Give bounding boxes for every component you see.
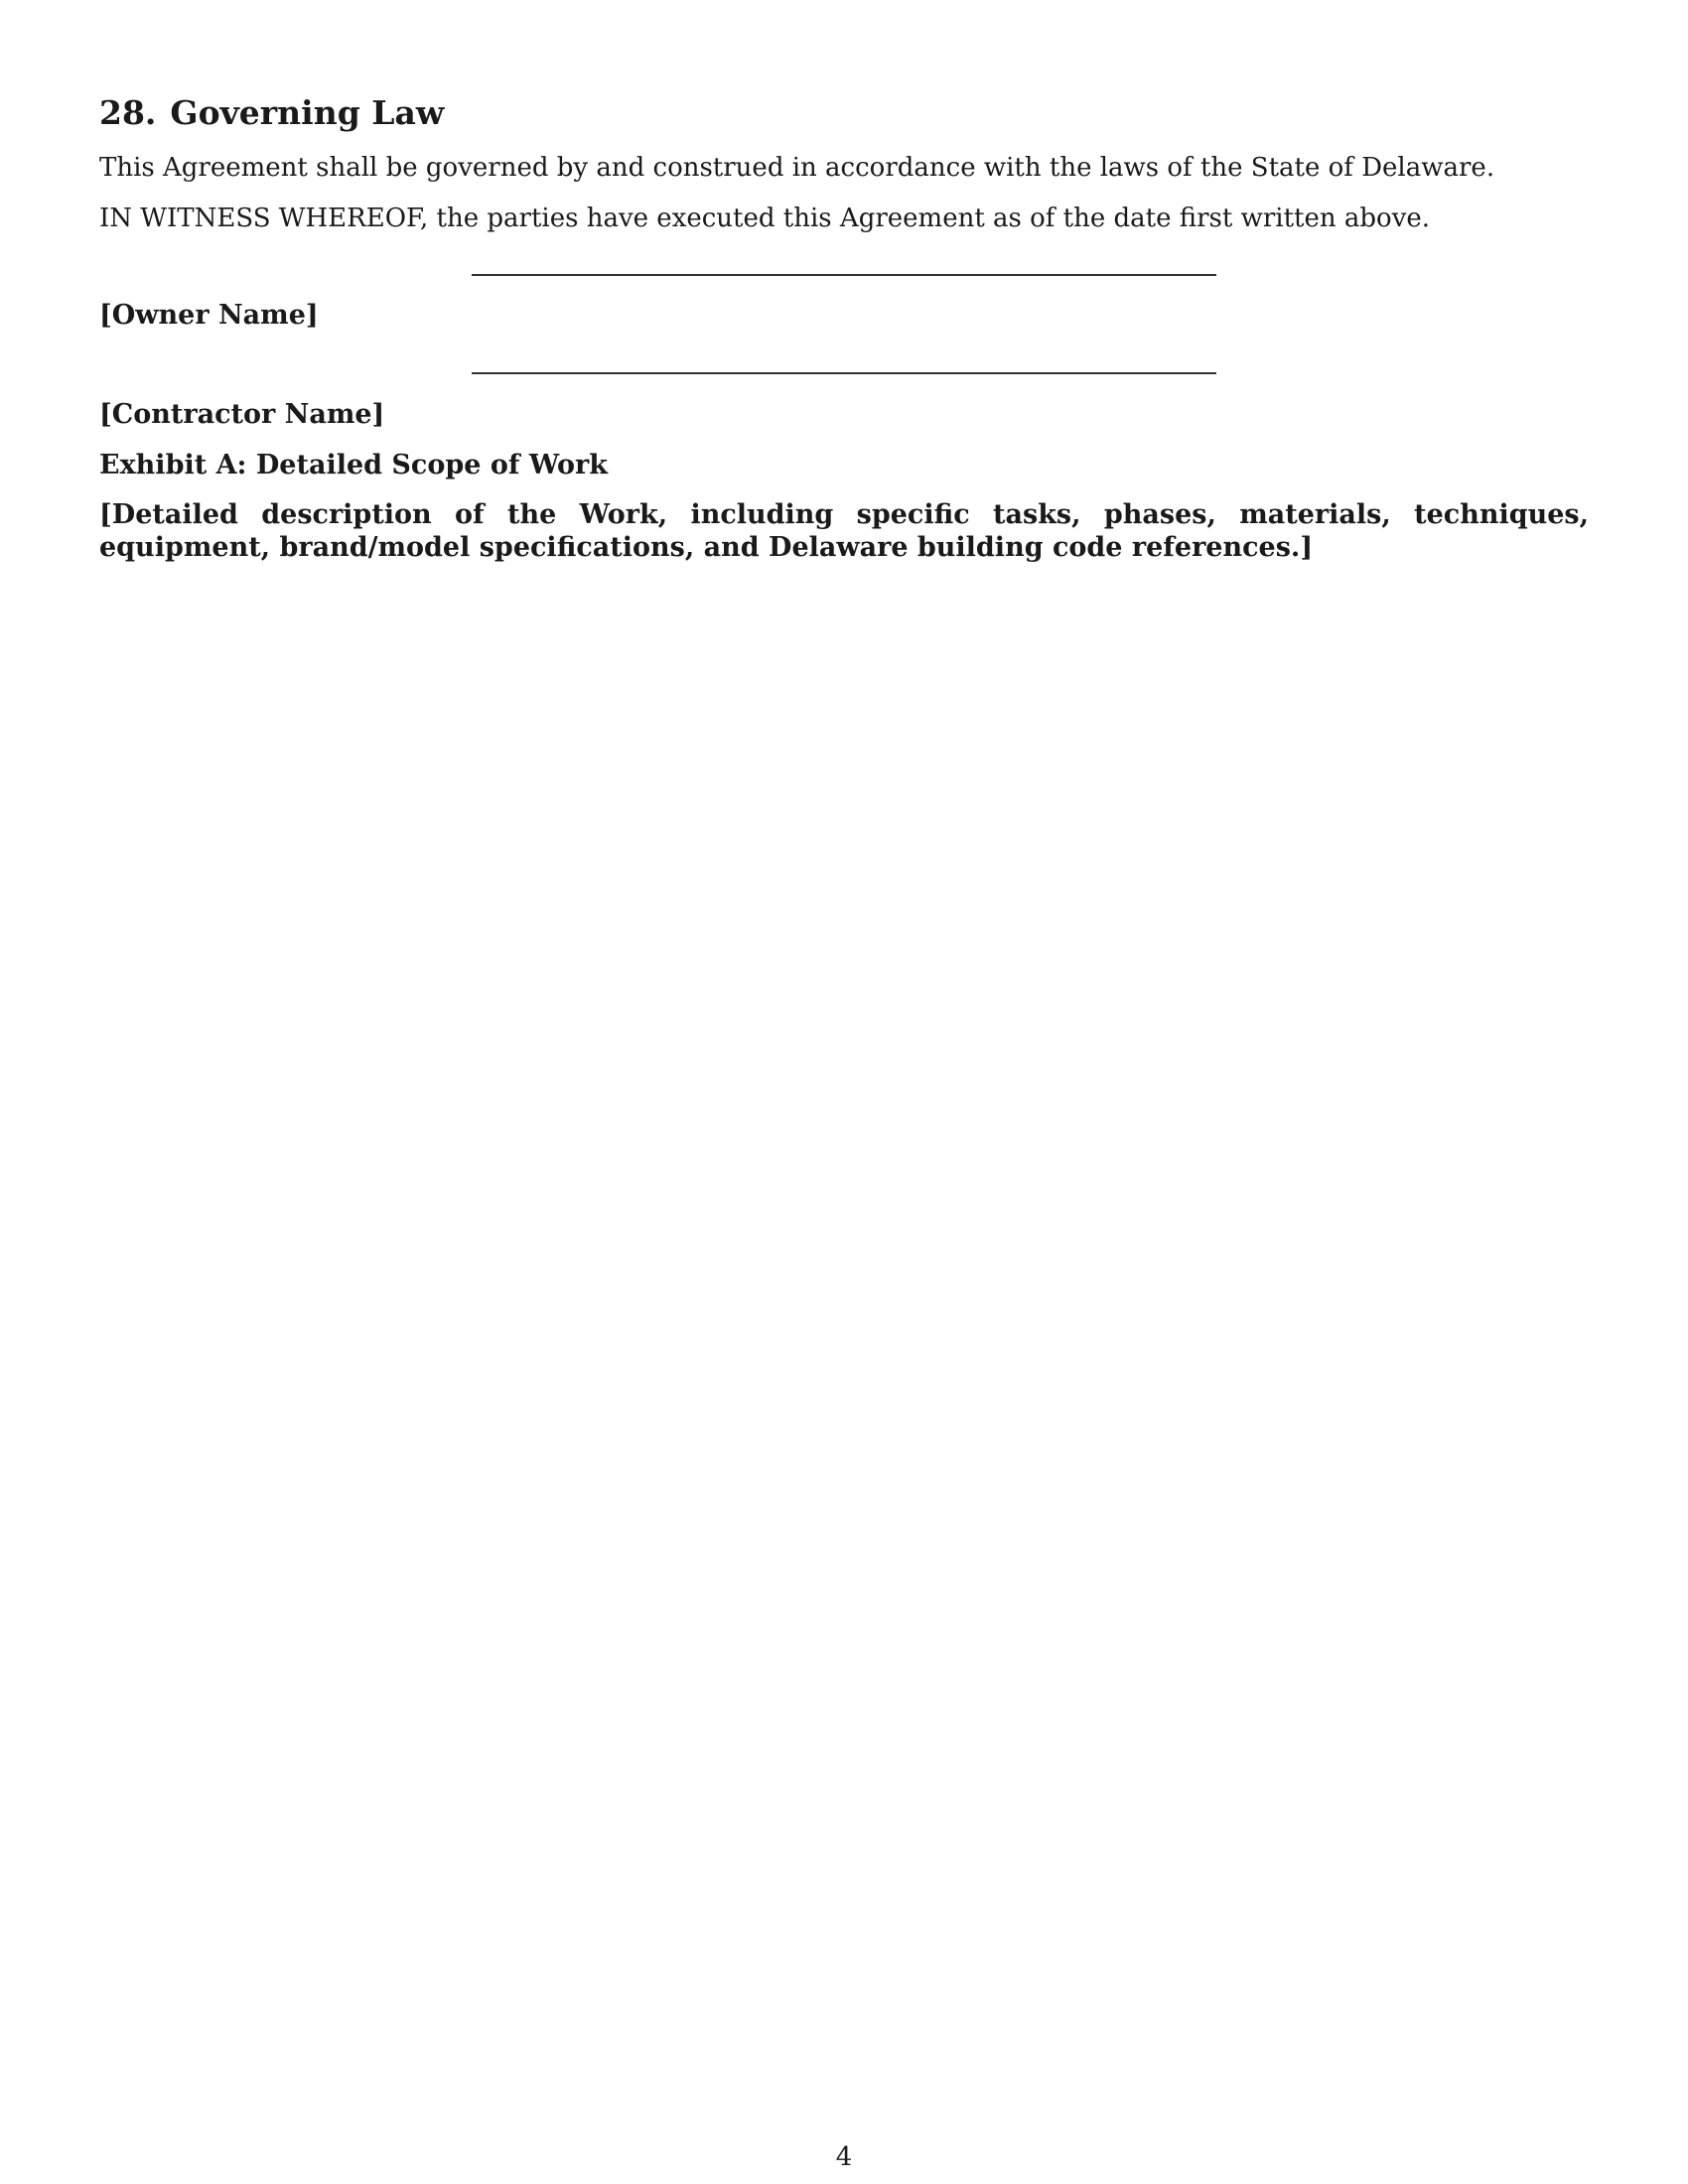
section-number: 28.: [99, 93, 157, 132]
owner-name-label: [Owner Name]: [99, 300, 319, 331]
exhibit-description: [Detailed description of the Work, including specific tasks, phases, materials, techniques, equipment, brand/model specifications, and Delaware building code references.]: [99, 499, 1589, 563]
owner-signature-line: [472, 274, 1216, 276]
exhibit-title: Exhibit A: Detailed Scope of Work: [99, 450, 608, 480]
page-number: 4: [835, 2142, 853, 2172]
contractor-name-label: [Contractor Name]: [99, 399, 385, 430]
contractor-signature-line: [472, 372, 1216, 374]
witness-paragraph: IN WITNESS WHEREOF, the parties have executed this Agreement as of the date first written above.: [99, 204, 1431, 233]
governing-law-paragraph: This Agreement shall be governed by and construed in accordance with the laws of the State of Delaware.: [99, 153, 1495, 183]
section-title: Governing Law: [170, 93, 445, 132]
section-heading: [99, 93, 444, 133]
